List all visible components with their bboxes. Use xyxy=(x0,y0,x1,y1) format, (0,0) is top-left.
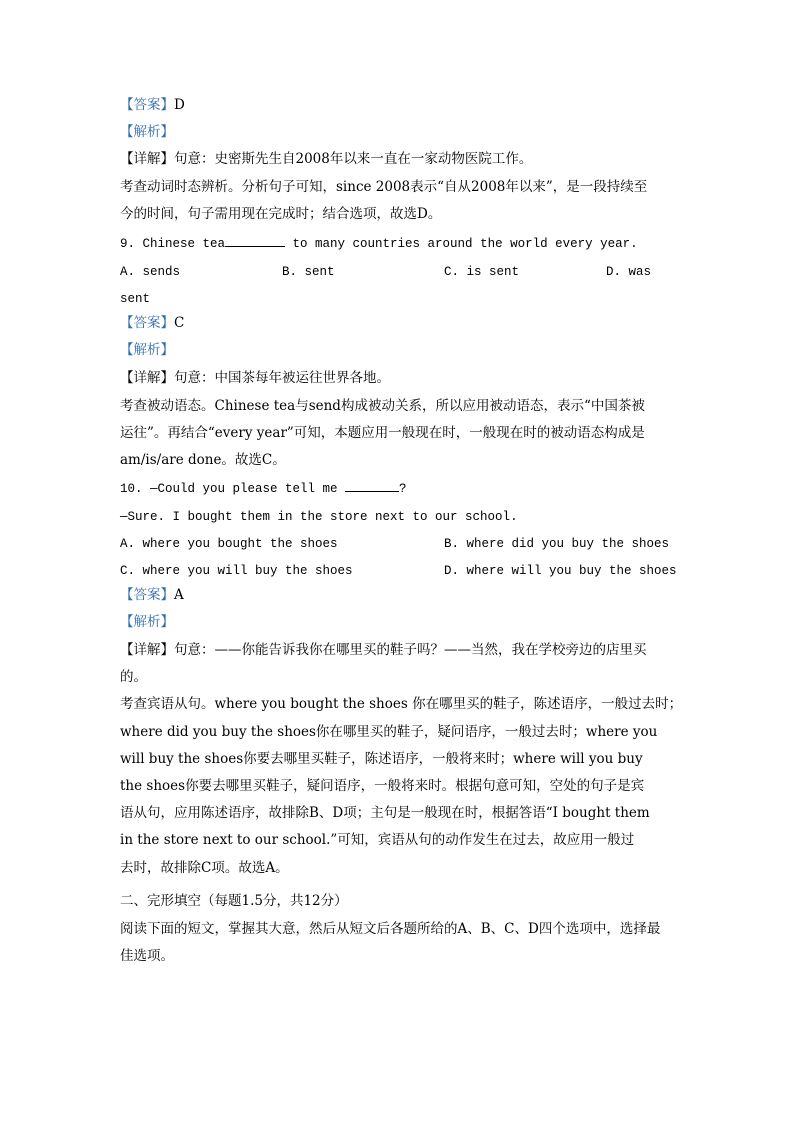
q8-answer-line xyxy=(120,96,185,114)
q10-reply: —Sure. I bought them in the store next to our school. xyxy=(120,510,518,524)
q9-explanation-2: 运往”。再结合“every year”可知，本题应用一般现在时，一般现在时的被动语态构成是 xyxy=(120,425,645,441)
q9-detail-line xyxy=(120,369,390,387)
q10-explanation-1: 考查宾语从句。where you bought the shoes 你在哪里买的鞋子，陈述语序，一般过去时； xyxy=(120,696,683,712)
answer-tag: 【答案】 xyxy=(120,315,174,331)
detail-tag: 【详解】 xyxy=(120,151,174,167)
q10-detail-line xyxy=(120,641,647,659)
q9-option-d-continued: sent xyxy=(120,292,151,306)
q9-detail: 句意：中国茶每年被运往世界各地。 xyxy=(174,370,390,386)
q9-answer: C xyxy=(174,315,185,331)
q10-option-a: A. where you bought the shoes xyxy=(120,537,338,551)
analysis-tag: 【解析】 xyxy=(120,124,174,140)
q9-explanation-1: 考查被动语态。Chinese tea与send构成被动关系，所以应用被动语态，表示“中国茶被 xyxy=(120,398,645,414)
q10-explanation-3: will buy the shoes你要去哪里买鞋子，陈述语序，一般将来时；where will you buy xyxy=(120,751,643,767)
q10-answer: A xyxy=(174,587,184,603)
q10-detail-continued: 的。 xyxy=(120,669,147,685)
q8-explanation-1: 考查动词时态辨析。分析句子可知，since 2008表示“自从2008年以来”，是一段持续至 xyxy=(120,179,648,195)
analysis-tag: 【解析】 xyxy=(120,614,174,630)
q8-explanation-2: 今的时间，句子需用现在完成时；结合选项，故选D。 xyxy=(120,206,442,222)
q9-option-d: D. was xyxy=(606,265,652,279)
section-instructions-2: 佳选项。 xyxy=(120,948,174,964)
section-instructions-1: 阅读下面的短文，掌握其大意，然后从短文后各题所给的A、B、C、D四个选项中，选择最 xyxy=(120,921,661,937)
q8-detail-line xyxy=(120,150,532,168)
q10-explanation-7: 去时，故排除C项。故选A。 xyxy=(120,860,289,876)
detail-tag: 【详解】 xyxy=(120,370,174,386)
q9-stem-start: 9. Chinese tea xyxy=(120,237,226,251)
q10-explanation-2: where did you buy the shoes你在哪里买的鞋子，疑问语序，一般过去时；where you xyxy=(120,724,658,740)
q9-stem xyxy=(120,235,638,253)
q10-explanation-6: in the store next to our school.”可知，宾语从句的动作发生在过去，故应用一般过 xyxy=(120,832,635,848)
q9-explanation-3: am/is/are done。故选C。 xyxy=(120,452,286,468)
q9-stem-end: to many countries around the world every year. xyxy=(285,237,638,251)
answer-tag: 【答案】 xyxy=(120,587,174,603)
q10-detail: 句意：——你能告诉我你在哪里买的鞋子吗？——当然，我在学校旁边的店里买 xyxy=(174,642,647,658)
q9-answer-line xyxy=(120,314,184,332)
q8-detail: 句意：史密斯先生自2008年以来一直在一家动物医院工作。 xyxy=(174,151,533,167)
q10-answer-line xyxy=(120,586,184,604)
analysis-tag: 【解析】 xyxy=(120,342,174,358)
section-heading: 二、完形填空（每题1.5分，共12分） xyxy=(120,893,348,909)
q10-option-c: C. where you will buy the shoes xyxy=(120,564,353,578)
q9-option-a: A. sends xyxy=(120,265,181,279)
q10-explanation-4: the shoes你要去哪里买鞋子，疑问语序，一般将来时。根据句意可知，空处的句子是宾 xyxy=(120,778,645,794)
q10-explanation-5: 语从句，应用陈述语序，故排除B、D项；主句是一般现在时，根据答语“I bought them xyxy=(120,805,650,821)
detail-tag: 【详解】 xyxy=(120,642,174,658)
q8-analysis-line xyxy=(120,123,174,141)
q10-option-b: B. where did you buy the shoes xyxy=(444,537,670,551)
q10-stem-start: 10. —Could you please tell me xyxy=(120,482,346,496)
q10-stem-end: ? xyxy=(399,482,407,496)
q9-blank xyxy=(225,246,285,247)
q10-option-d: D. where will you buy the shoes xyxy=(444,564,677,578)
q10-stem xyxy=(120,480,407,498)
q9-option-b: B. sent xyxy=(282,265,335,279)
q9-analysis-line xyxy=(120,341,174,359)
q10-blank xyxy=(345,491,399,492)
q10-analysis-line xyxy=(120,613,174,631)
answer-tag: 【答案】 xyxy=(120,97,174,113)
q8-answer: D xyxy=(174,97,185,113)
q9-option-c: C. is sent xyxy=(444,265,520,279)
